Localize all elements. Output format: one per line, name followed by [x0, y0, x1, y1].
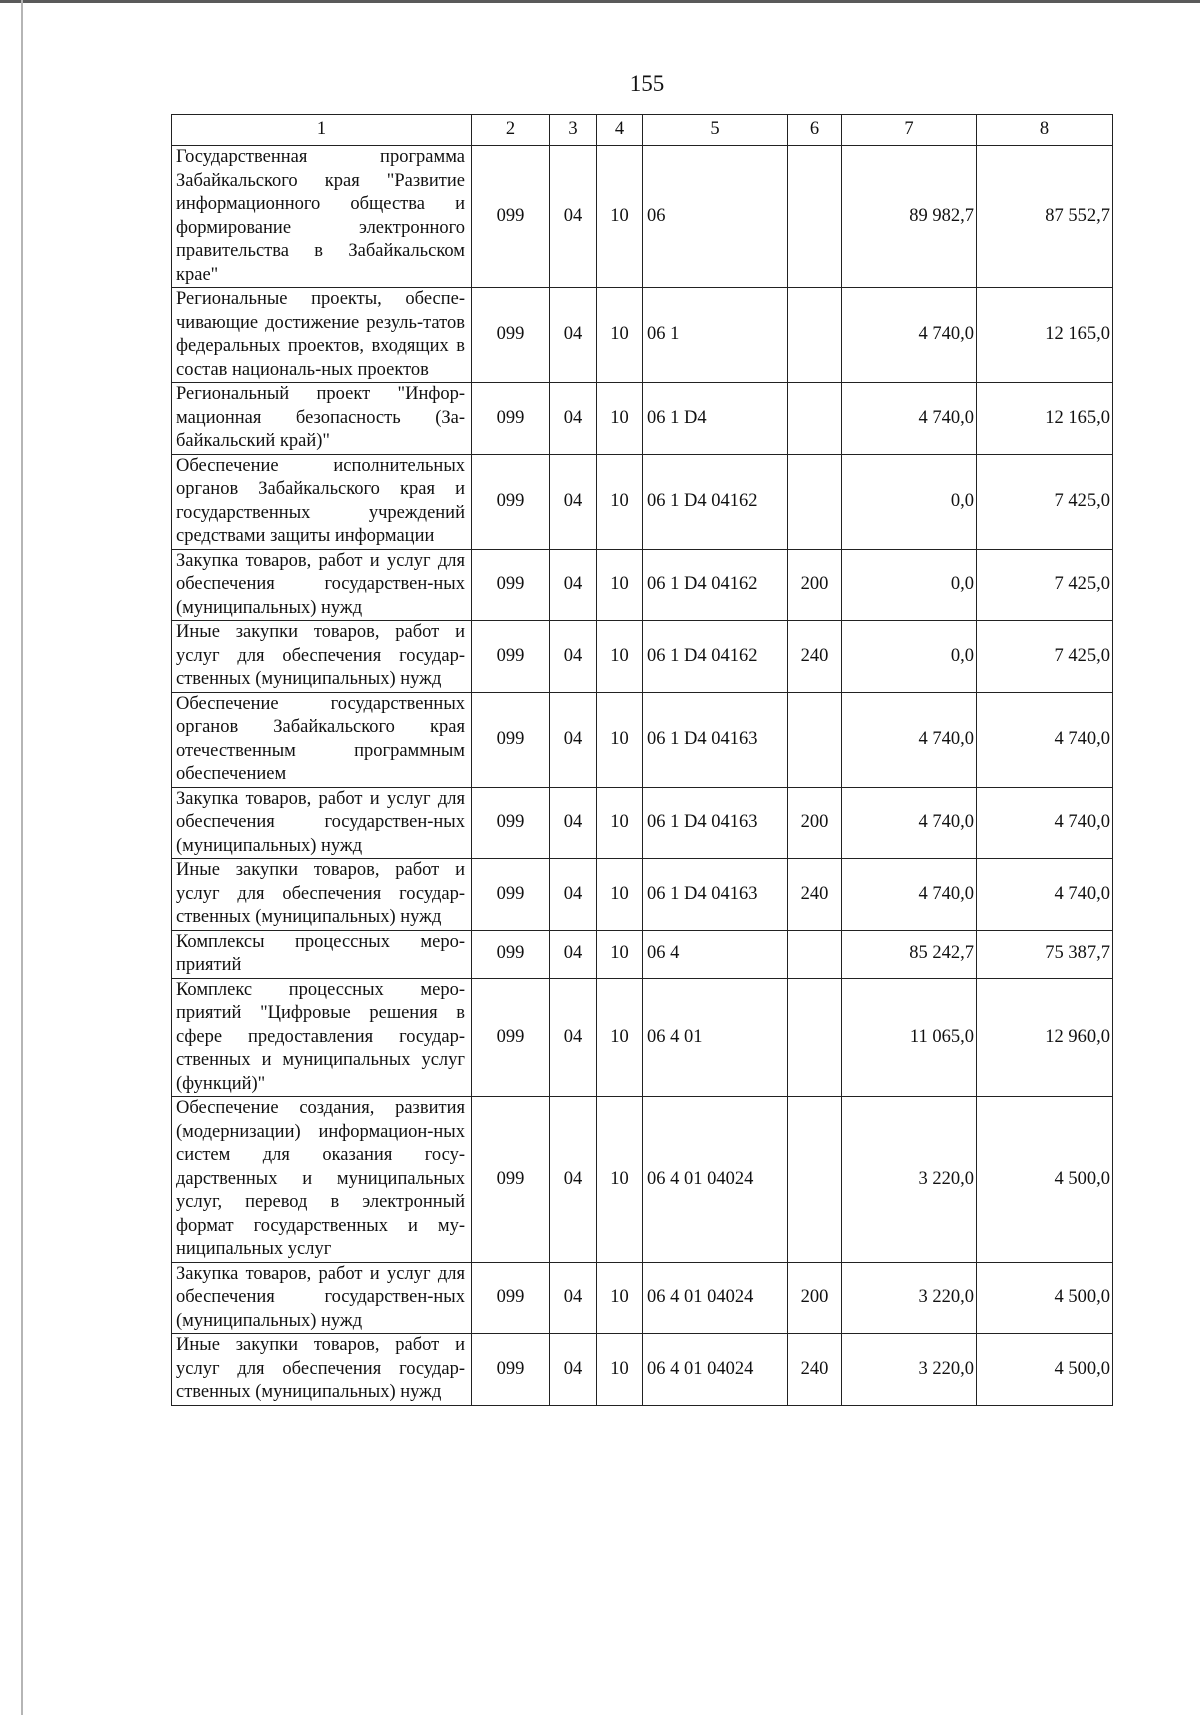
row-section-code: 04: [550, 978, 597, 1097]
row-target-article: 06 1 D4: [643, 383, 788, 455]
table-row: [172, 692, 1113, 787]
row-amount-2: 12 165,0: [977, 383, 1113, 455]
row-section-code: 04: [550, 288, 597, 383]
row-amount-2: 12 960,0: [977, 978, 1113, 1097]
row-amount-1: 0,0: [842, 621, 977, 693]
table-row: [172, 930, 1113, 978]
row-amount-1: 0,0: [842, 549, 977, 621]
row-amount-1: 4 740,0: [842, 383, 977, 455]
scan-left-edge: [21, 0, 23, 1715]
row-ministry-code: 099: [472, 454, 550, 549]
row-section-code: 04: [550, 1334, 597, 1406]
row-amount-2: 4 500,0: [977, 1262, 1113, 1334]
row-subsection-code: 10: [597, 549, 643, 621]
row-ministry-code: 099: [472, 859, 550, 931]
row-target-article: 06 1: [643, 288, 788, 383]
row-ministry-code: 099: [472, 1262, 550, 1334]
table-row: [172, 859, 1113, 931]
row-amount-2: 7 425,0: [977, 549, 1113, 621]
table-row: [172, 383, 1113, 455]
row-ministry-code: 099: [472, 978, 550, 1097]
row-amount-1: 4 740,0: [842, 787, 977, 859]
row-target-article: 06 4: [643, 930, 788, 978]
row-name-cell: Обеспечение создания, развития (модернизации) информацион-ных систем для оказания госу-дарственных и муниципальных услуг, перевод в электронный формат государственных и му-ниципальных услуг: [172, 1097, 472, 1263]
row-name-cell: Иные закупки товаров, работ и услуг для обеспечения государ-ственных (муниципальных) нужд: [172, 859, 472, 931]
row-target-article: 06 1 D4 04163: [643, 692, 788, 787]
row-ministry-code: 099: [472, 621, 550, 693]
row-amount-2: 7 425,0: [977, 454, 1113, 549]
row-name-cell: Государственная программа Забайкальского края "Развитие информационного общества и формирование электронного правительства в Забайкальском крае": [172, 146, 472, 288]
row-expense-type: [788, 454, 842, 549]
page-number: 155: [629, 71, 665, 96]
table-header-row: [172, 115, 1113, 146]
row-amount-1: 3 220,0: [842, 1334, 977, 1406]
row-amount-2: 75 387,7: [977, 930, 1113, 978]
row-amount-2: 12 165,0: [977, 288, 1113, 383]
table-row: [172, 1334, 1113, 1406]
row-expense-type: [788, 692, 842, 787]
row-section-code: 04: [550, 549, 597, 621]
row-name-cell: Закупка товаров, работ и услуг для обеспечения государствен-ных (муниципальных) нужд: [172, 1262, 472, 1334]
row-target-article: 06 1 D4 04162: [643, 621, 788, 693]
row-name-cell: Иные закупки товаров, работ и услуг для обеспечения государ-ственных (муниципальных) нужд: [172, 1334, 472, 1406]
row-subsection-code: 10: [597, 1334, 643, 1406]
row-name-cell: Обеспечение государственных органов Забайкальского края отечественным программным обеспечением: [172, 692, 472, 787]
table-row: [172, 549, 1113, 621]
row-ministry-code: 099: [472, 383, 550, 455]
header-cell-2: 2: [472, 115, 550, 146]
row-amount-2: 87 552,7: [977, 146, 1113, 288]
row-section-code: 04: [550, 1262, 597, 1334]
row-amount-1: 11 065,0: [842, 978, 977, 1097]
row-expense-type: 200: [788, 787, 842, 859]
row-expense-type: 240: [788, 859, 842, 931]
row-amount-1: 89 982,7: [842, 146, 977, 288]
row-expense-type: [788, 978, 842, 1097]
row-name-cell: Комплексы процессных меро-приятий: [172, 930, 472, 978]
row-section-code: 04: [550, 383, 597, 455]
table-row: [172, 454, 1113, 549]
row-subsection-code: 10: [597, 787, 643, 859]
row-amount-1: 3 220,0: [842, 1262, 977, 1334]
row-amount-1: 0,0: [842, 454, 977, 549]
row-target-article: 06 4 01 04024: [643, 1262, 788, 1334]
header-cell-8: 8: [977, 115, 1113, 146]
row-expense-type: 200: [788, 549, 842, 621]
row-section-code: 04: [550, 692, 597, 787]
table-body: [172, 115, 1113, 1406]
row-target-article: 06 4 01: [643, 978, 788, 1097]
row-name-cell: Закупка товаров, работ и услуг для обеспечения государствен-ных (муниципальных) нужд: [172, 549, 472, 621]
header-cell-5: 5: [643, 115, 788, 146]
row-amount-1: 4 740,0: [842, 692, 977, 787]
row-name-cell: Комплекс процессных меро-приятий "Цифровые решения в сфере предоставления государ-ственных и муниципальных услуг (функций)": [172, 978, 472, 1097]
row-amount-2: 4 500,0: [977, 1097, 1113, 1263]
row-expense-type: [788, 288, 842, 383]
table-row: [172, 1097, 1113, 1263]
row-subsection-code: 10: [597, 859, 643, 931]
row-amount-1: 85 242,7: [842, 930, 977, 978]
table-row: [172, 787, 1113, 859]
row-name-cell: Закупка товаров, работ и услуг для обеспечения государствен-ных (муниципальных) нужд: [172, 787, 472, 859]
row-expense-type: 240: [788, 1334, 842, 1406]
row-amount-1: 4 740,0: [842, 288, 977, 383]
row-section-code: 04: [550, 454, 597, 549]
header-cell-4: 4: [597, 115, 643, 146]
header-cell-6: 6: [788, 115, 842, 146]
row-target-article: 06 1 D4 04163: [643, 859, 788, 931]
row-target-article: 06 1 D4 04163: [643, 787, 788, 859]
row-ministry-code: 099: [472, 288, 550, 383]
row-subsection-code: 10: [597, 930, 643, 978]
row-expense-type: [788, 383, 842, 455]
row-subsection-code: 10: [597, 146, 643, 288]
row-amount-2: 4 740,0: [977, 787, 1113, 859]
row-subsection-code: 10: [597, 692, 643, 787]
row-name-cell: Региональный проект "Инфор-мационная безопасность (За-байкальский край)": [172, 383, 472, 455]
row-section-code: 04: [550, 146, 597, 288]
scan-top-edge: [0, 0, 1200, 3]
table-row: [172, 1262, 1113, 1334]
table-row: [172, 146, 1113, 288]
table-row: [172, 621, 1113, 693]
row-subsection-code: 10: [597, 383, 643, 455]
row-target-article: 06: [643, 146, 788, 288]
row-amount-2: 4 740,0: [977, 859, 1113, 931]
row-ministry-code: 099: [472, 787, 550, 859]
row-section-code: 04: [550, 621, 597, 693]
row-amount-1: 4 740,0: [842, 859, 977, 931]
row-name-cell: Региональные проекты, обеспе-чивающие достижение резуль-татов федеральных проектов, входящих в состав националь-ных проектов: [172, 288, 472, 383]
budget-table: [171, 114, 1113, 1406]
row-ministry-code: 099: [472, 930, 550, 978]
header-cell-1: 1: [172, 115, 472, 146]
row-subsection-code: 10: [597, 621, 643, 693]
header-cell-3: 3: [550, 115, 597, 146]
row-ministry-code: 099: [472, 1097, 550, 1263]
row-section-code: 04: [550, 859, 597, 931]
row-subsection-code: 10: [597, 978, 643, 1097]
row-expense-type: [788, 146, 842, 288]
row-subsection-code: 10: [597, 1262, 643, 1334]
row-target-article: 06 1 D4 04162: [643, 549, 788, 621]
row-target-article: 06 4 01 04024: [643, 1334, 788, 1406]
row-section-code: 04: [550, 930, 597, 978]
row-expense-type: [788, 1097, 842, 1263]
row-amount-2: 7 425,0: [977, 621, 1113, 693]
row-section-code: 04: [550, 787, 597, 859]
row-target-article: 06 1 D4 04162: [643, 454, 788, 549]
row-ministry-code: 099: [472, 1334, 550, 1406]
row-section-code: 04: [550, 1097, 597, 1263]
row-subsection-code: 10: [597, 454, 643, 549]
header-cell-7: 7: [842, 115, 977, 146]
row-name-cell: Обеспечение исполнительных органов Забайкальского края и государственных учреждений средствами защиты информации: [172, 454, 472, 549]
row-ministry-code: 099: [472, 692, 550, 787]
row-expense-type: 200: [788, 1262, 842, 1334]
row-amount-2: 4 500,0: [977, 1334, 1113, 1406]
row-expense-type: [788, 930, 842, 978]
row-expense-type: 240: [788, 621, 842, 693]
row-ministry-code: 099: [472, 549, 550, 621]
row-amount-1: 3 220,0: [842, 1097, 977, 1263]
row-target-article: 06 4 01 04024: [643, 1097, 788, 1263]
row-subsection-code: 10: [597, 1097, 643, 1263]
row-ministry-code: 099: [472, 146, 550, 288]
table-row: [172, 978, 1113, 1097]
row-name-cell: Иные закупки товаров, работ и услуг для обеспечения государ-ственных (муниципальных) нужд: [172, 621, 472, 693]
table-row: [172, 288, 1113, 383]
row-subsection-code: 10: [597, 288, 643, 383]
row-amount-2: 4 740,0: [977, 692, 1113, 787]
